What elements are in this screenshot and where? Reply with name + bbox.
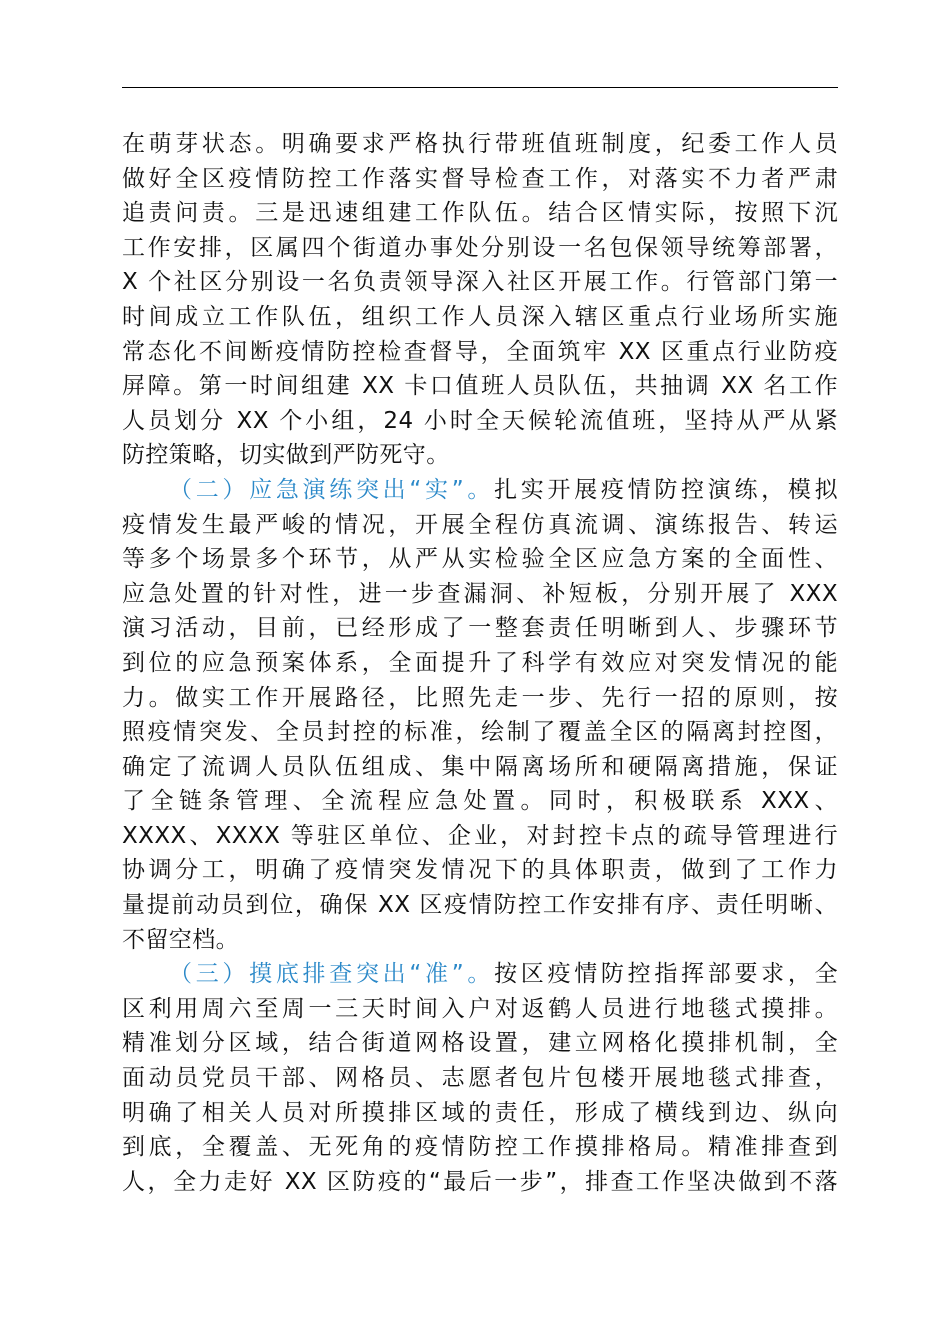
text-line: 追责问责。三是迅速组建工作队伍。结合区情实际，按照下沉 [122,200,838,227]
text-line: 等多个场景多个环节，从严从实检验全区应急方案的全面性、 [122,546,838,573]
text-line: 防控策略，切实做到严防死守。 [122,442,450,469]
text-line: 在萌芽状态。明确要求严格执行带班值班制度，纪委工作人员 [122,131,838,157]
document-body [122,127,838,1199]
text-line: 到位的应急预案体系，全面提升了科学有效应对突发情况的能 [122,649,838,676]
text-line: 精准划分区域，结合街道网格设置，建立网格化摸排机制，全 [122,1030,838,1057]
text-line: 确定了流调人员队伍组成、集中隔离场所和硬隔离措施，保证 [122,753,838,780]
section-2-first-line [122,473,838,508]
text-line: 区利用周六至周一三天时间入户对返鹤人员进行地毯式摸排。 [122,995,838,1022]
section-2-heading: （二）应急演练突出“实”。 [169,476,495,503]
header-rule [122,87,838,88]
text-line: X 个社区分别设一名负责领导深入社区开展工作。行管部门第一 [122,269,838,296]
text-line: 屏障。第一时间组建 XX 卡口值班人员队伍，共抽调 XX 名工作 [122,373,838,400]
text-line: 时间成立工作队伍，组织工作人员深入辖区重点行业场所实施 [122,303,838,330]
text-line: 力。做实工作开展路径，比照先走一步、先行一招的原则，按 [122,684,838,711]
section-3-heading: （三）摸底排查突出“准”。 [169,961,495,988]
section-3-first-line-text: 按区疫情防控指挥部要求，全 [494,961,839,988]
text-line: 面动员党员干部、网格员、志愿者包片包楼开展地毯式排查， [122,1065,838,1092]
text-line: 应急处置的针对性，进一步查漏洞、补短板，分别开展了 XXX [122,580,838,607]
text-line: 量提前动员到位，确保 XX 区疫情防控工作安排有序、责任明晰、 [122,892,838,919]
text-line: 协调分工，明确了疫情突发情况下的具体职责，做到了工作力 [122,857,838,884]
text-line: 人，全力走好 XX 区防疫的“最后一步”，排查工作坚决做到不落 [122,1168,838,1195]
text-line: 演习活动，目前，已经形成了一整套责任明晰到人、步骤环节 [122,615,838,642]
section-3-first-line [122,957,838,992]
text-line: XXXX、XXXX 等驻区单位、企业，对封控卡点的疏导管理进行 [122,822,838,849]
text-line: 做好全区疫情防控工作落实督导检查工作，对落实不力者严肃 [122,165,838,192]
text-line: 人员划分 XX 个小组，24 小时全天候轮流值班，坚持从严从紧 [122,407,838,434]
text-line: 到底，全覆盖、无死角的疫情防控工作摸排格局。精准排查到 [122,1134,838,1161]
text-line: 了全链条管理、全流程应急处置。同时，积极联系 XXX、 [122,788,838,815]
text-line: 常态化不间断疫情防控检查督导，全面筑牢 XX 区重点行业防疫 [122,338,838,365]
text-line: 明确了相关人员对所摸排区域的责任，形成了横线到边、纵向 [122,1099,838,1126]
text-line: 不留空档。 [122,926,239,953]
text-line: 疫情发生最严峻的情况，开展全程仿真流调、演练报告、转运 [122,511,838,538]
text-line: 照疫情突发、全员封控的标准，绘制了覆盖全区的隔离封控图， [122,719,838,746]
text-line: 工作安排，区属四个街道办事处分别设一名包保领导统筹部署， [122,234,838,261]
section-2-first-line-text: 扎实开展疫情防控演练，模拟 [494,476,839,503]
